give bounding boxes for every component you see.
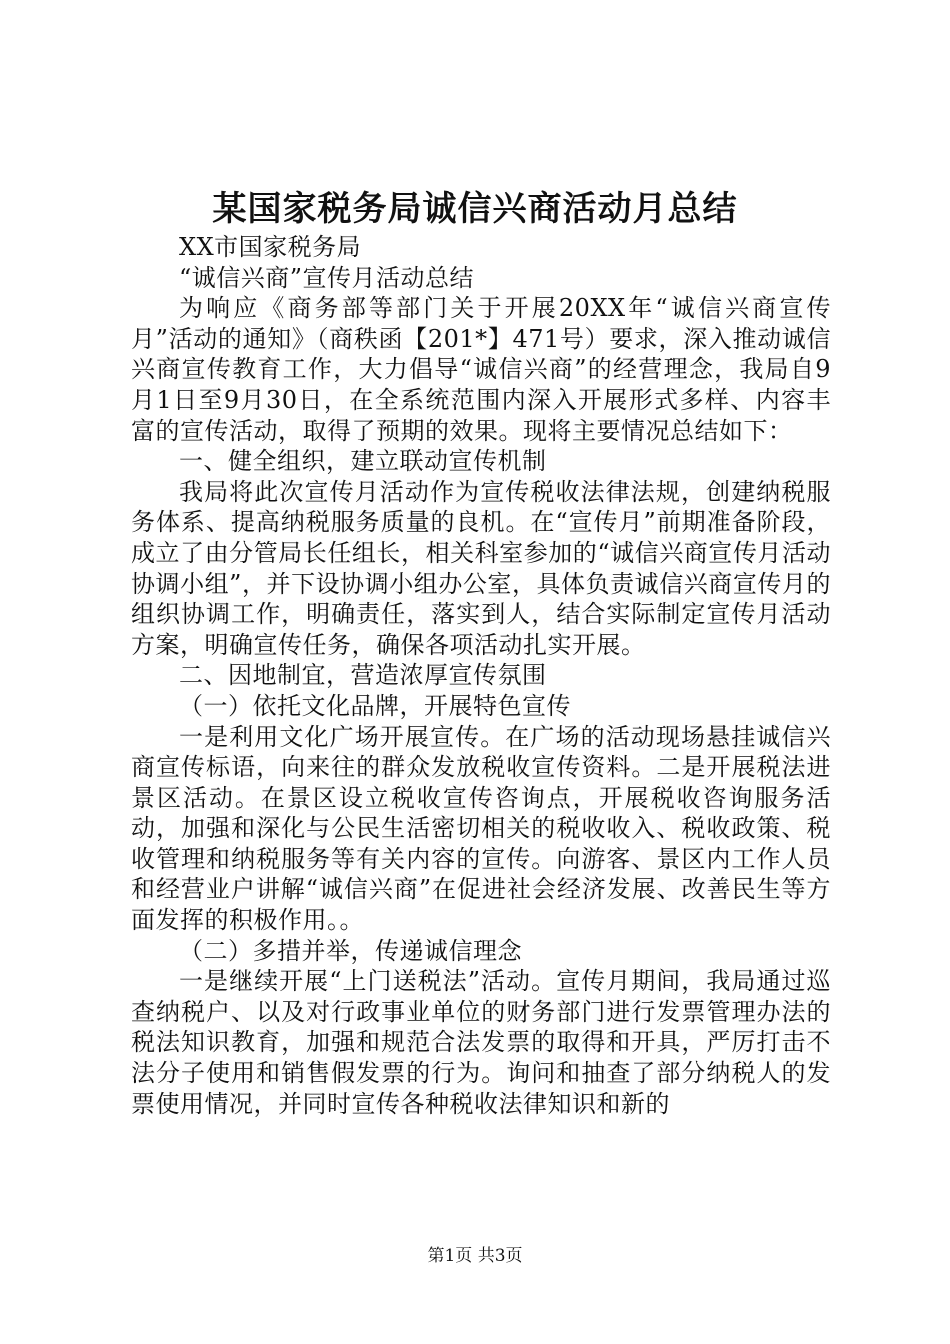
subsection-heading-2-1: （一）依托文化品牌，开展特色宣传 [179, 691, 571, 720]
issuer-line: XX市国家税务局 [179, 233, 362, 261]
page-number-footer: 第1页 共3页 [427, 1246, 523, 1266]
subsection-2-1-paragraph: 一是利用文化广场开展宣传。在广场的活动现场悬挂诚信兴商宣传标语，向来往的群众发放税收宣传资料。二是开展税法进景区活动。在景区设立税收宣传咨询点，开展税收咨询服务活动，加强和深化与公民生活密切相关的税收收入、税收政策、税收管理和纳税服务等有关内容的宣传。向游客、景区内工作人员和经营业户讲解“诚信兴商”在促进社会经济发展、改善民生等方面发挥的积极作用。。 [131, 722, 831, 935]
section-heading-1: 一、健全组织，建立联动宣传机制 [179, 447, 547, 476]
subtitle-line: “诚信兴商”宣传月活动总结 [179, 263, 475, 292]
section-1-paragraph: 我局将此次宣传月活动作为宣传税收法律法规，创建纳税服务体系、提高纳税服务质量的良机。在“宣传月”前期准备阶段，成立了由分管局长任组长，相关科室参加的“诚信兴商宣传月活动协调小组”，并下设协调小组办公室，具体负责诚信兴商宣传月的组织协调工作，明确责任，落实到人，结合实际制定宣传月活动方案，明确宣传任务，确保各项活动扎实开展。 [131, 477, 831, 659]
document-body [131, 232, 831, 1119]
section-heading-2: 二、因地制宜，营造浓厚宣传氛围 [179, 661, 547, 690]
intro-paragraph: 为响应《商务部等部门关于开展20XX年“诚信兴商宣传月”活动的通知》（商秩函【201*】471号）要求，深入推动诚信兴商宣传教育工作，大力倡导“诚信兴商”的经营理念，我局自9月1日至9月30日，在全系统范围内深入开展形式多样、内容丰富的宣传活动，取得了预期的效果。现将主要情况总结如下： [131, 294, 831, 445]
subsection-heading-2-2: （二）多措并举，传递诚信理念 [179, 936, 522, 965]
subsection-2-2-paragraph: 一是继续开展“上门送税法”活动。宣传月期间，我局通过巡查纳税户、以及对行政事业单位的财务部门进行发票管理办法的税法知识教育，加强和规范合法发票的取得和开具，严厉打击不法分子使用和销售假发票的行为。询问和抽查了部分纳税人的发票使用情况，并同时宣传各种税收法律知识和新的 [131, 967, 831, 1118]
document-title: 某国家税务局诚信兴商活动月总结 [212, 189, 738, 229]
